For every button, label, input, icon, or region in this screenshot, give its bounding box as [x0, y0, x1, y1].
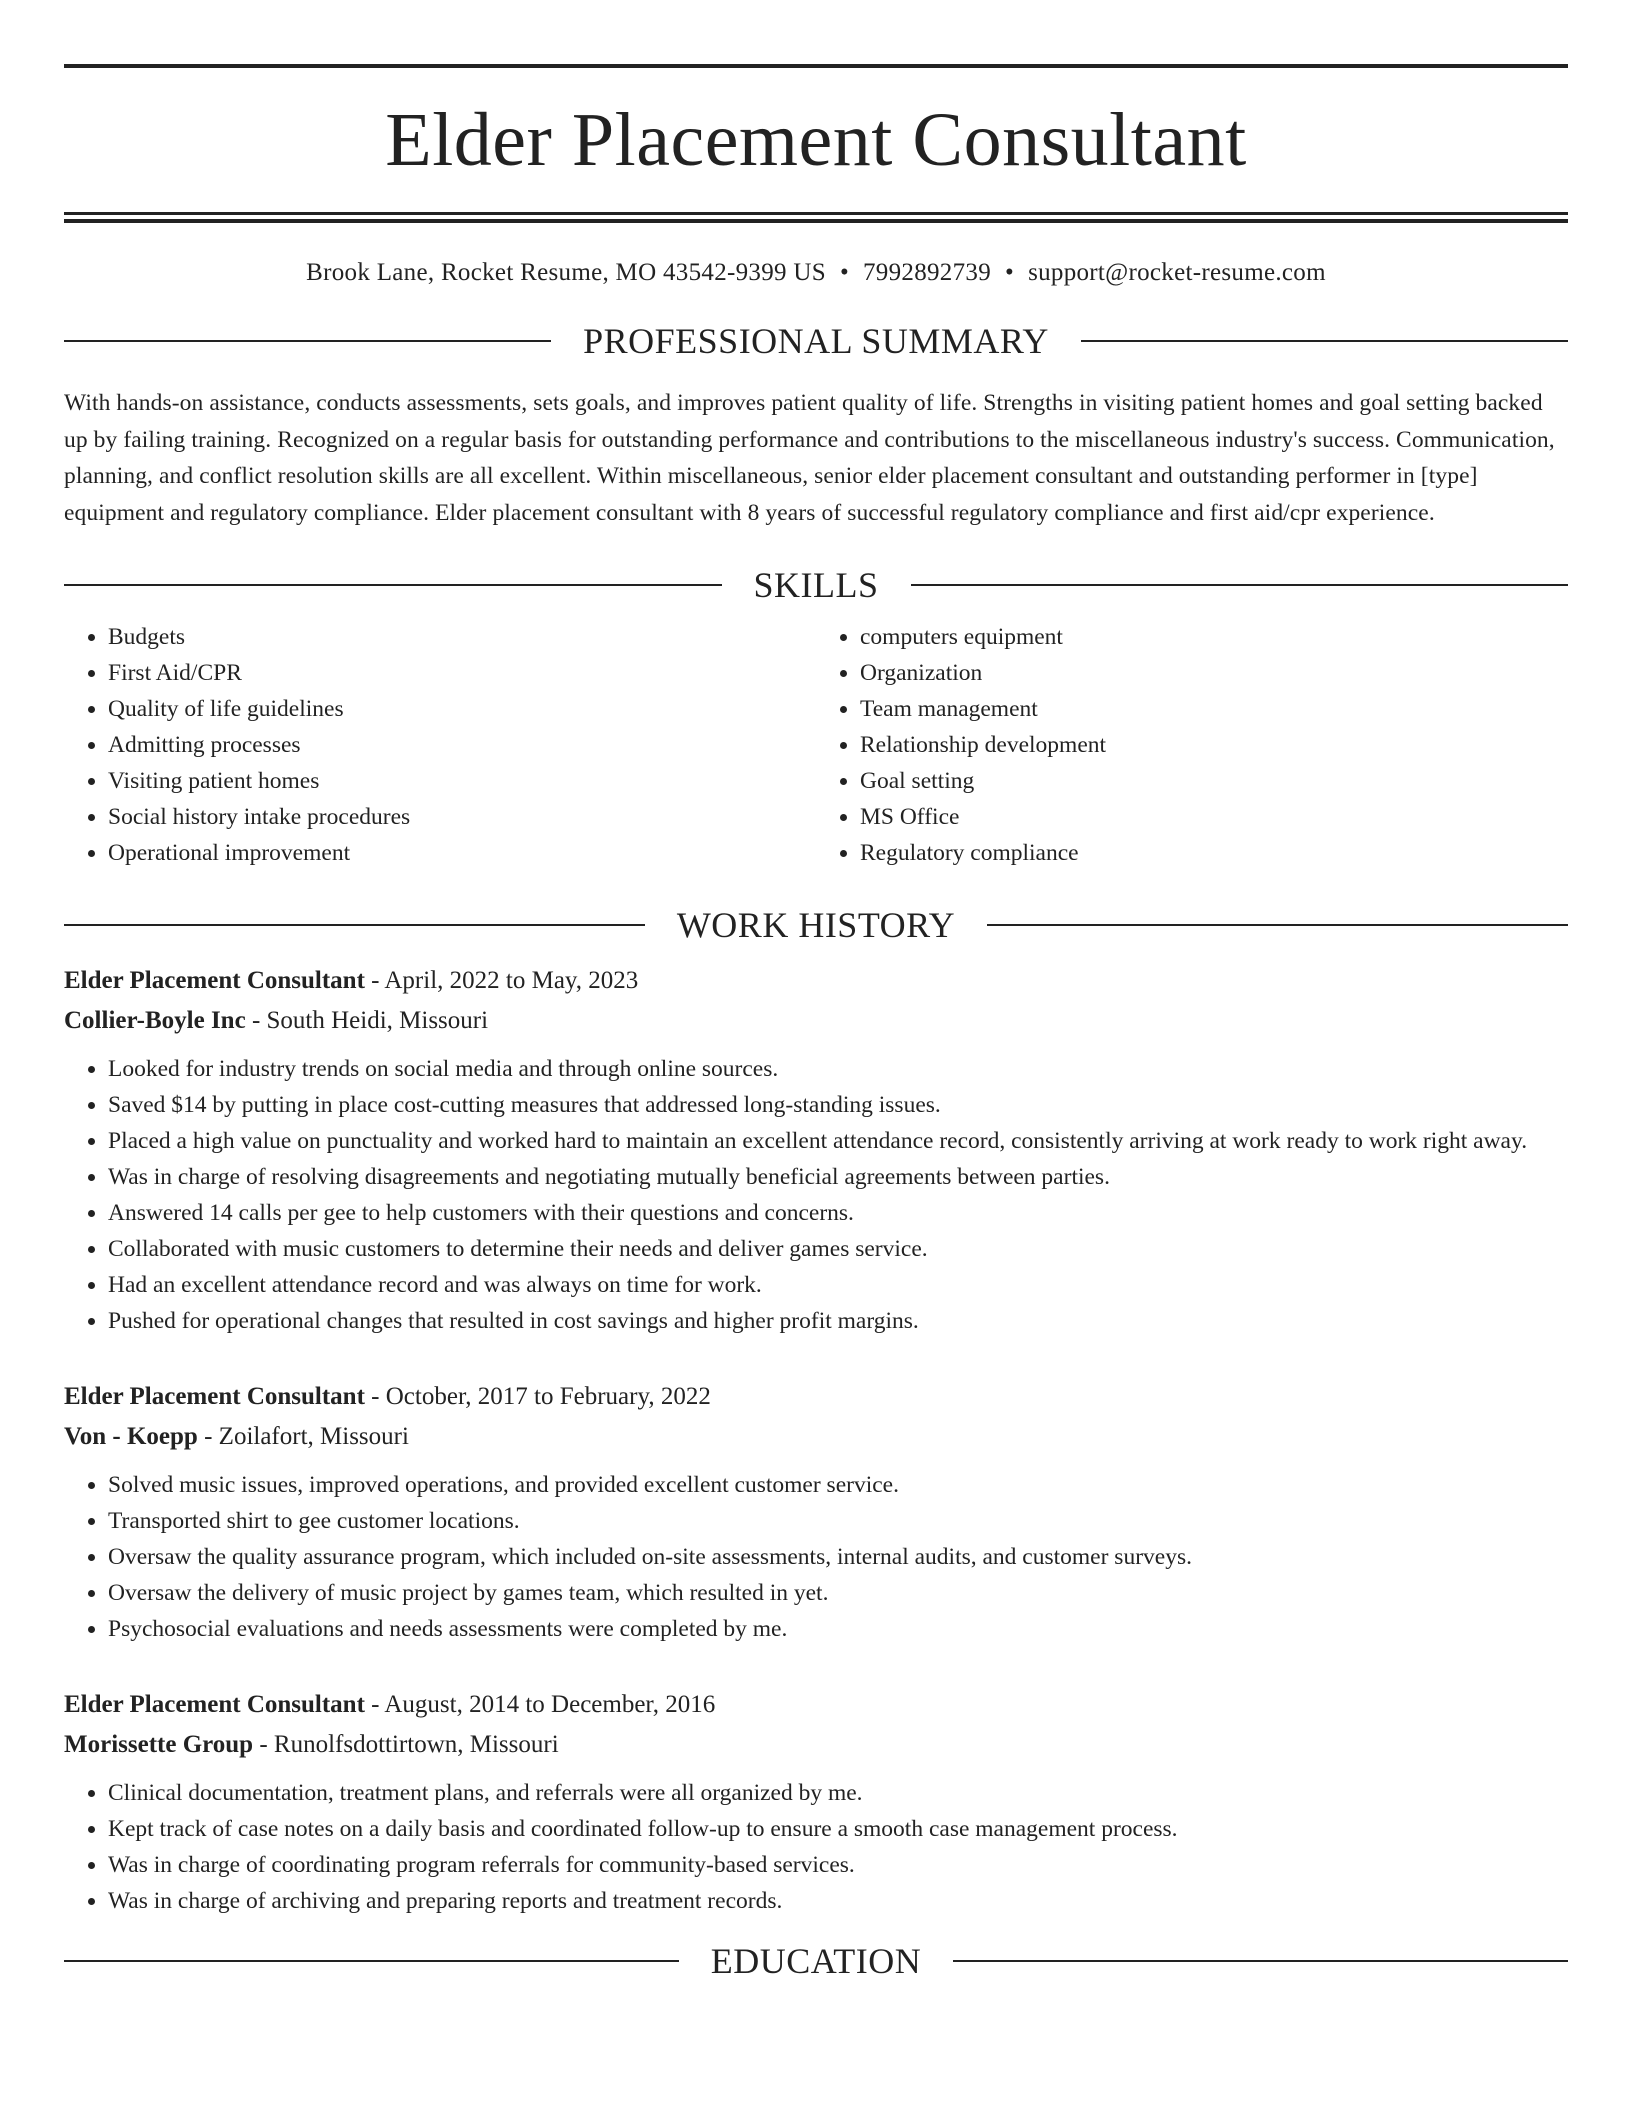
skill-item: • Operational improvement [108, 835, 816, 871]
contact-separator: • [839, 259, 849, 286]
title-double-rule [64, 212, 1568, 223]
contact-line [64, 259, 1568, 287]
job-title: Elder Placement Consultant [64, 1383, 365, 1410]
top-rule [64, 64, 1568, 68]
job-bullets [64, 1775, 1568, 1919]
skills-list [64, 619, 1568, 871]
skill-item: • Quality of life guidelines [108, 691, 816, 727]
job-bullet: • Oversaw the quality assurance program, which included on-site assessments, internal audits, and customer surveys. [108, 1539, 1568, 1575]
heading-rule [1081, 340, 1568, 342]
skill-item: • Goal setting [860, 763, 1568, 799]
job-title: Elder Placement Consultant [64, 1691, 365, 1718]
skill-item: • MS Office [860, 799, 1568, 835]
skill-item: • Relationship development [860, 727, 1568, 763]
job-bullet: • Was in charge of resolving disagreements and negotiating mutually beneficial agreements between parties. [108, 1159, 1568, 1195]
job-bullet: • Collaborated with music customers to determine their needs and deliver games service. [108, 1231, 1568, 1267]
heading-rule [911, 584, 1569, 586]
skill-item: • Regulatory compliance [860, 835, 1568, 871]
job-company-line [64, 1725, 1568, 1765]
job-title: Elder Placement Consultant [64, 967, 365, 994]
job-bullet: • Was in charge of coordinating program referrals for community-based services. [108, 1847, 1568, 1883]
job-location: - Runolfsdottirtown, Missouri [253, 1731, 559, 1758]
education-heading [64, 1943, 1568, 1979]
job-bullet: • Saved $14 by putting in place cost-cutting measures that addressed long-standing issues. [108, 1087, 1568, 1123]
education-heading-label: EDUCATION [710, 1941, 922, 1981]
job-company-line [64, 1001, 1568, 1041]
skill-item: • Budgets [108, 619, 816, 655]
summary-heading-label: PROFESSIONAL SUMMARY [583, 321, 1049, 361]
resume-page [64, 64, 1568, 1979]
job-dates: - August, 2014 to December, 2016 [364, 1691, 716, 1718]
skills-heading [64, 567, 1568, 603]
job-bullet: • Clinical documentation, treatment plans, and referrals were all organized by me. [108, 1775, 1568, 1811]
job-bullet: • Solved music issues, improved operations, and provided excellent customer service. [108, 1467, 1568, 1503]
job-bullet: • Was in charge of archiving and preparing reports and treatment records. [108, 1883, 1568, 1919]
job-bullet: • Transported shirt to gee customer locations. [108, 1503, 1568, 1539]
job-bullet: • Psychosocial evaluations and needs assessments were completed by me. [108, 1611, 1568, 1647]
heading-rule [64, 584, 722, 586]
heading-rule [64, 340, 551, 342]
contact-email[interactable]: support@rocket-resume.com [1028, 259, 1326, 286]
work-history-heading [64, 907, 1568, 943]
skill-item: • Admitting processes [108, 727, 816, 763]
heading-rule [64, 924, 645, 926]
job-location: - Zoilafort, Missouri [197, 1423, 409, 1450]
contact-phone: 7992892739 [863, 259, 991, 286]
skill-item: • Social history intake procedures [108, 799, 816, 835]
job-bullet: • Pushed for operational changes that resulted in cost savings and higher profit margins. [108, 1303, 1568, 1339]
job-bullets [64, 1467, 1568, 1647]
job-bullet: • Kept track of case notes on a daily basis and coordinated follow-up to ensure a smooth case management process. [108, 1811, 1568, 1847]
job-bullets [64, 1051, 1568, 1339]
job-dates: - April, 2022 to May, 2023 [364, 967, 639, 994]
job-title-line [64, 961, 1568, 1001]
job-bullet: • Oversaw the delivery of music project by games team, which resulted in yet. [108, 1575, 1568, 1611]
summary-heading [64, 323, 1568, 359]
resume-title: Elder Placement Consultant [385, 98, 1247, 182]
job-title-line [64, 1685, 1568, 1725]
job-dates: - October, 2017 to February, 2022 [364, 1383, 711, 1410]
summary-text: With hands-on assistance, conducts assessments, sets goals, and improves patient quality of life. Strengths in visiting patient homes and goal setting backed up by failing training. Recognized on a regular basis for outstanding performance and contributions to the miscellaneous industry's success. Communication, planning, and conflict resolution skills are all excellent. Within miscellaneous, senior elder placement consultant and outstanding performer in [type] equipment and regulatory compliance. Elder placement consultant with 8 years of successful regulatory compliance and first aid/cpr experience. [64, 390, 1555, 526]
skills-column-left [64, 619, 816, 871]
skill-item: • computers equipment [860, 619, 1568, 655]
skill-item: • Organization [860, 655, 1568, 691]
job-company-line [64, 1417, 1568, 1457]
job-company: Collier-Boyle Inc [64, 1007, 246, 1034]
job-bullet: • Had an excellent attendance record and was always on time for work. [108, 1267, 1568, 1303]
job-entry [64, 1377, 1568, 1647]
work-history-heading-label: WORK HISTORY [676, 905, 956, 945]
job-bullet: • Answered 14 calls per gee to help customers with their questions and concerns. [108, 1195, 1568, 1231]
job-bullet: • Placed a high value on punctuality and worked hard to maintain an excellent attendance record, consistently arriving at work ready to work right away. [108, 1123, 1568, 1159]
heading-rule [64, 1960, 679, 1962]
job-bullet: • Looked for industry trends on social media and through online sources. [108, 1051, 1568, 1087]
job-company: Von - Koepp [64, 1423, 198, 1450]
job-entry [64, 961, 1568, 1339]
skill-item: • First Aid/CPR [108, 655, 816, 691]
heading-rule [953, 1960, 1568, 1962]
skill-item: • Team management [860, 691, 1568, 727]
skill-item: • Visiting patient homes [108, 763, 816, 799]
contact-separator: • [1005, 259, 1015, 286]
job-company: Morissette Group [64, 1731, 254, 1758]
job-entry [64, 1685, 1568, 1919]
job-location: - South Heidi, Missouri [245, 1007, 489, 1034]
heading-rule [987, 924, 1568, 926]
skills-column-right [816, 619, 1568, 871]
skills-heading-label: SKILLS [753, 565, 879, 605]
contact-address: Brook Lane, Rocket Resume, MO 43542-9399 US [306, 259, 826, 286]
job-title-line [64, 1377, 1568, 1417]
